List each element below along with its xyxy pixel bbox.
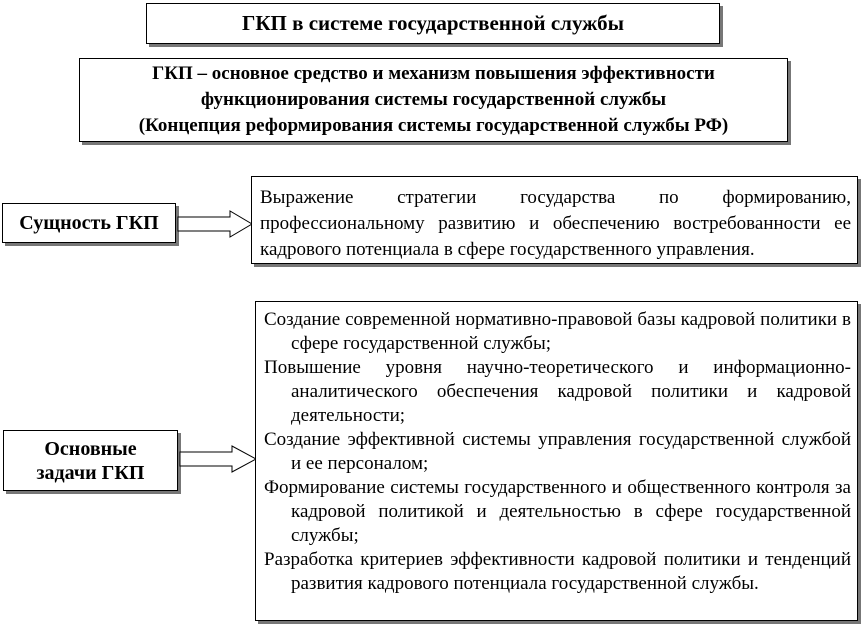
title-box xyxy=(146,3,720,44)
task-item: Формирование системы государственного и общественного контроля за кадровой политикой и деятельностью в сфере государственной службы; xyxy=(264,477,851,546)
task-item: Повышение уровня научно-теоретического и информационно-аналитического обеспечения кадровой политики и кадровой деятельности; xyxy=(264,357,851,426)
definition-line: (Концепция реформирования системы государственной службы РФ) xyxy=(138,115,729,136)
tasks-list-box xyxy=(255,301,858,621)
definition-line: ГКП – основное средство и механизм повышения эффективности xyxy=(152,63,715,84)
essence-label: Сущность ГКП xyxy=(19,211,159,234)
definition-line: функционирования системы государственной службы xyxy=(200,89,667,110)
definition-box xyxy=(79,58,788,142)
task-item: Разработка критериев эффективности кадровой политики и тенденций развития кадрового потенциала государственной службы. xyxy=(264,549,851,594)
essence-description-box xyxy=(251,176,858,264)
tasks-arrow-icon xyxy=(180,445,258,473)
tasks-label-line: задачи ГКП xyxy=(36,461,145,484)
title-text: ГКП в системе государственной службы xyxy=(241,11,625,35)
essence-label-box xyxy=(2,203,176,243)
task-item: Создание эффективной системы управления государственной службой и ее персоналом; xyxy=(264,429,851,474)
essence-description: Выражение стратегии государства по формированию, профессиональному развитию и обеспечению востребованности ее кадрового потенциала в сфере государственного управления. xyxy=(260,187,851,260)
tasks-label-line: Основные xyxy=(44,437,137,460)
essence-arrow-icon xyxy=(178,210,254,238)
tasks-label-box xyxy=(3,430,178,491)
task-item: Создание современной нормативно-правовой базы кадровой политики в сфере государственной службы; xyxy=(264,309,851,354)
